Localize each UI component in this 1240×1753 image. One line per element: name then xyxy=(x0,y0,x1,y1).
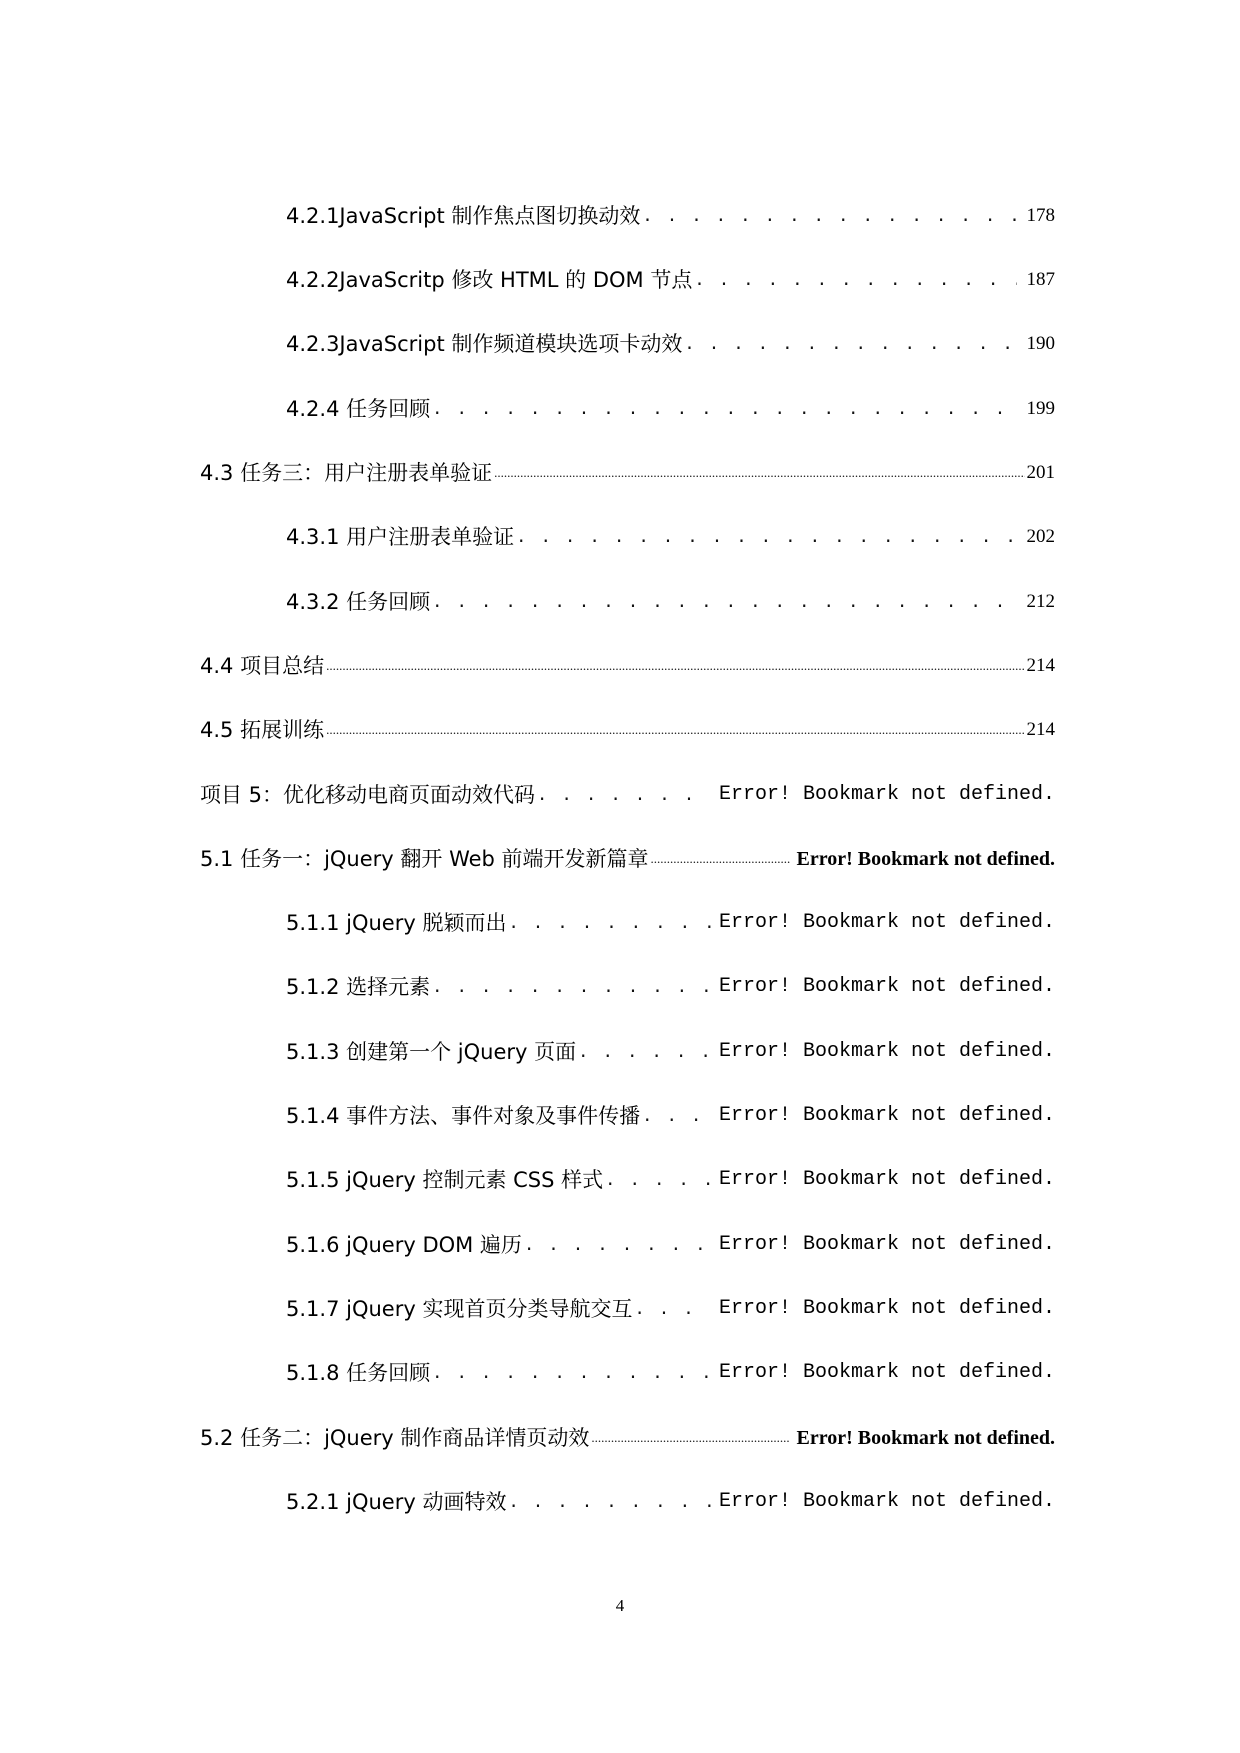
toc-entry-title: 5.1.1 jQuery 脱颖而出 xyxy=(286,911,507,935)
toc-entry-page: Error! Bookmark not defined. xyxy=(718,1490,1055,1513)
dot-leader xyxy=(432,973,711,1001)
toc-entry[interactable] xyxy=(200,769,1055,809)
toc-entry-page: 202 xyxy=(1026,526,1055,547)
dot-leader xyxy=(642,202,1016,230)
toc-entry-title: 4.5 拓展训练 xyxy=(200,718,325,742)
toc-entry[interactable] xyxy=(200,447,1055,487)
dot-leader xyxy=(524,1231,711,1259)
toc-entry[interactable] xyxy=(286,1283,1055,1323)
toc-entry[interactable] xyxy=(286,1090,1055,1130)
toc-entry-page: Error! Bookmark not defined. xyxy=(718,1361,1055,1384)
page-number: 4 xyxy=(615,1596,625,1615)
dot-leader xyxy=(432,395,1016,423)
toc-entry-page: 187 xyxy=(1026,269,1055,290)
toc-entry-title: 4.4 项目总结 xyxy=(200,654,325,678)
toc-entry-title: 4.3.2 任务回顾 xyxy=(286,590,431,614)
toc-entry-title: 5.2.1 jQuery 动画特效 xyxy=(286,1490,507,1514)
toc-entry[interactable] xyxy=(286,318,1055,358)
toc-entry[interactable] xyxy=(286,1026,1055,1066)
toc-entry[interactable] xyxy=(286,961,1055,1001)
toc-entry[interactable] xyxy=(286,254,1055,294)
toc-entry-title: 5.1.8 任务回顾 xyxy=(286,1361,431,1385)
toc-entry-page: Error! Bookmark not defined. xyxy=(796,848,1055,870)
dot-leader xyxy=(537,781,711,809)
toc-entry[interactable] xyxy=(200,1412,1055,1452)
toc-entry[interactable] xyxy=(286,1154,1055,1194)
toc-entry[interactable] xyxy=(286,1347,1055,1387)
toc-entry-title: 5.1.2 选择元素 xyxy=(286,975,431,999)
toc-entry-page: 214 xyxy=(1026,655,1055,676)
dot-leader xyxy=(494,459,1024,487)
toc-entry-title: 4.3 任务三：用户注册表单验证 xyxy=(200,461,493,485)
dot-leader xyxy=(684,330,1016,358)
toc-entry-page: Error! Bookmark not defined. xyxy=(718,975,1055,998)
toc-entry-title: 5.2 任务二：jQuery 制作商品详情页动效 xyxy=(200,1426,590,1450)
toc-entry-page: 212 xyxy=(1026,591,1055,612)
toc-entry-page: 201 xyxy=(1026,462,1055,483)
toc-entry[interactable] xyxy=(200,704,1055,744)
dot-leader xyxy=(694,266,1016,294)
toc-entry-title: 5.1.3 创建第一个 jQuery 页面 xyxy=(286,1040,577,1064)
toc-entry-title: 4.2.4 任务回顾 xyxy=(286,397,431,421)
toc-entry-page: 190 xyxy=(1026,333,1055,354)
toc-entry-page: 178 xyxy=(1026,205,1055,226)
toc-entry[interactable] xyxy=(286,576,1055,616)
dot-leader xyxy=(326,716,1024,744)
toc-entry[interactable] xyxy=(286,1476,1055,1516)
toc-entry[interactable] xyxy=(286,190,1055,230)
toc-entry-page: Error! Bookmark not defined. xyxy=(718,911,1055,934)
dot-leader xyxy=(605,1166,711,1194)
dot-leader xyxy=(508,909,710,937)
toc-entry-title: 4.2.1JavaScript 制作焦点图切换动效 xyxy=(286,204,641,228)
toc-entry-title: 4.2.2JavaScritp 修改 HTML 的 DOM 节点 xyxy=(286,268,693,292)
dot-leader xyxy=(578,1038,711,1066)
toc-entry-page: Error! Bookmark not defined. xyxy=(796,1427,1055,1449)
dot-leader xyxy=(634,1295,710,1323)
toc-entry-page: Error! Bookmark not defined. xyxy=(718,1104,1055,1127)
dot-leader xyxy=(326,652,1024,680)
toc-entry[interactable] xyxy=(286,897,1055,937)
dot-leader xyxy=(508,1488,710,1516)
toc-entry-title: 5.1.7 jQuery 实现首页分类导航交互 xyxy=(286,1297,633,1321)
toc-entry-page: 214 xyxy=(1026,719,1055,740)
toc-entry[interactable] xyxy=(200,833,1055,873)
toc-entry-page: Error! Bookmark not defined. xyxy=(718,1040,1055,1063)
toc-entry[interactable] xyxy=(286,1219,1055,1259)
toc-entry-title: 5.1.4 事件方法、事件对象及事件传播 xyxy=(286,1104,641,1128)
dot-leader xyxy=(432,588,1016,616)
toc-entry-title: 5.1 任务一：jQuery 翻开 Web 前端开发新篇章 xyxy=(200,847,649,871)
toc-entry-title: 4.3.1 用户注册表单验证 xyxy=(286,525,515,549)
toc-entry-title: 4.2.3JavaScript 制作频道模块选项卡动效 xyxy=(286,332,683,356)
toc-entry-title: 5.1.6 jQuery DOM 遍历 xyxy=(286,1233,522,1257)
toc-entry-page: 199 xyxy=(1026,398,1055,419)
dot-leader xyxy=(642,1102,711,1130)
dot-leader xyxy=(516,523,1016,551)
toc-entry[interactable] xyxy=(286,511,1055,551)
dot-leader xyxy=(651,845,791,873)
dot-leader xyxy=(591,1424,790,1452)
toc-entry-title: 5.1.5 jQuery 控制元素 CSS 样式 xyxy=(286,1168,604,1192)
dot-leader xyxy=(432,1359,711,1387)
toc-entry-page: Error! Bookmark not defined. xyxy=(718,1233,1055,1256)
toc-entry-title: 项目 5：优化移动电商页面动效代码 xyxy=(200,783,536,807)
toc-entry[interactable] xyxy=(200,640,1055,680)
toc-entry[interactable] xyxy=(286,383,1055,423)
toc-entry-page: Error! Bookmark not defined. xyxy=(718,783,1055,806)
toc-entry-page: Error! Bookmark not defined. xyxy=(718,1168,1055,1191)
toc-entry-page: Error! Bookmark not defined. xyxy=(718,1297,1055,1320)
